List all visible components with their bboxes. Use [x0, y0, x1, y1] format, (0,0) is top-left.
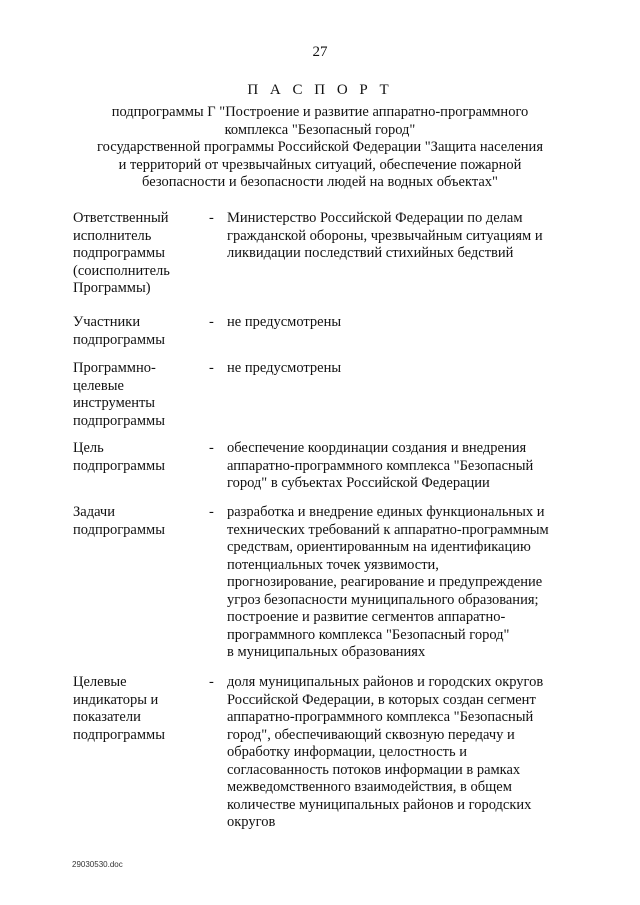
row-dash: -	[209, 360, 214, 376]
row-label	[73, 504, 203, 539]
row-dash: -	[209, 210, 214, 226]
subtitle-line: подпрограммы Г "Построение и развитие аппаратно-программного	[111, 104, 529, 120]
value-line: потенциальных точек уязвимости,	[227, 556, 439, 573]
row-value	[227, 210, 572, 263]
footer-filename: 29030530.doc	[72, 860, 123, 869]
value-line: округов	[227, 814, 276, 830]
subtitle-line: комплекса "Безопасный город"	[224, 121, 416, 138]
value-line: средствам, ориентированным на идентификацию	[227, 539, 531, 555]
value-line: ликвидации последствий стихийных бедствий	[227, 245, 514, 261]
row-label	[73, 674, 203, 744]
label-line: исполнитель	[73, 227, 152, 244]
row-label	[73, 314, 203, 349]
label-line: подпрограммы	[73, 726, 165, 743]
label-line: Цель	[73, 440, 104, 456]
label-line: Программы)	[73, 280, 151, 296]
row-dash: -	[209, 314, 214, 330]
label-line: подпрограммы	[73, 521, 165, 538]
row-value	[227, 674, 572, 832]
row-dash: -	[209, 504, 214, 520]
row-label	[73, 440, 203, 475]
value-line: аппаратно-программного комплекса "Безопасный	[227, 457, 534, 474]
value-line: межведомственного взаимодействия, в общем	[227, 779, 512, 795]
value-line: гражданской обороны, чрезвычайным ситуациям и	[227, 227, 543, 244]
value-line: обработку информации, целостность и	[227, 744, 467, 760]
label-line: Целевые	[73, 674, 127, 690]
subtitle-line: государственной программы Российской Федерации "Защита населения	[97, 139, 543, 155]
value-line: прогнозирование, реагирование и предупреждение	[227, 574, 543, 590]
value-line: согласованность потоков информации в рамках	[227, 761, 521, 778]
value-line: построение и развитие сегментов аппаратно-	[227, 609, 506, 625]
row-value	[227, 360, 572, 378]
label-line: подпрограммы	[73, 457, 165, 474]
row-dash: -	[209, 440, 214, 456]
label-line: подпрограммы	[73, 331, 165, 348]
row-label	[73, 360, 203, 430]
value-line: не предусмотрены	[227, 360, 342, 376]
value-line: угроз безопасности муниципального образования;	[227, 591, 539, 608]
value-line: в муниципальных образованиях	[227, 644, 426, 660]
row-value	[227, 504, 572, 662]
value-line: город" в субъектах Российской Федерации	[227, 475, 490, 491]
label-line: Ответственный	[73, 210, 169, 226]
value-line: обеспечение координации создания и внедрения	[227, 440, 527, 456]
label-line: подпрограммы	[73, 245, 165, 261]
label-line: (соисполнитель	[73, 262, 170, 279]
document-title: П А С П О Р Т	[247, 82, 393, 98]
value-line: технических требований к аппаратно-программным	[227, 521, 549, 538]
row-value	[227, 314, 572, 332]
label-line: индикаторы и	[73, 691, 159, 708]
label-line: инструменты	[73, 395, 156, 411]
label-line: подпрограммы	[73, 412, 165, 429]
row-label	[73, 210, 203, 298]
row-dash: -	[209, 674, 214, 690]
label-line: Задачи	[73, 504, 115, 520]
page-number: 27	[312, 44, 328, 60]
label-line: Участники	[73, 314, 141, 330]
document-subtitle	[60, 104, 580, 192]
value-line: доля муниципальных районов и городских округов	[227, 674, 544, 690]
value-line: не предусмотрены	[227, 314, 342, 330]
value-line: программного комплекса "Безопасный город"	[227, 626, 510, 643]
row-value	[227, 440, 572, 493]
label-line: целевые	[73, 377, 124, 394]
subtitle-line: и территорий от чрезвычайных ситуаций, обеспечение пожарной	[118, 156, 522, 173]
value-line: аппаратно-программного комплекса "Безопасный	[227, 709, 534, 725]
value-line: Российской Федерации, в которых создан сегмент	[227, 691, 536, 708]
subtitle-line: безопасности и безопасности людей на водных объектах"	[142, 174, 498, 190]
value-line: количестве муниципальных районов и городских	[227, 796, 532, 813]
label-line: показатели	[73, 709, 141, 725]
value-line: город", обеспечивающий сквозную передачу и	[227, 726, 515, 743]
value-line: Министерство Российской Федерации по делам	[227, 210, 523, 226]
value-line: разработка и внедрение единых функциональных и	[227, 504, 545, 520]
label-line: Программно-	[73, 360, 156, 376]
